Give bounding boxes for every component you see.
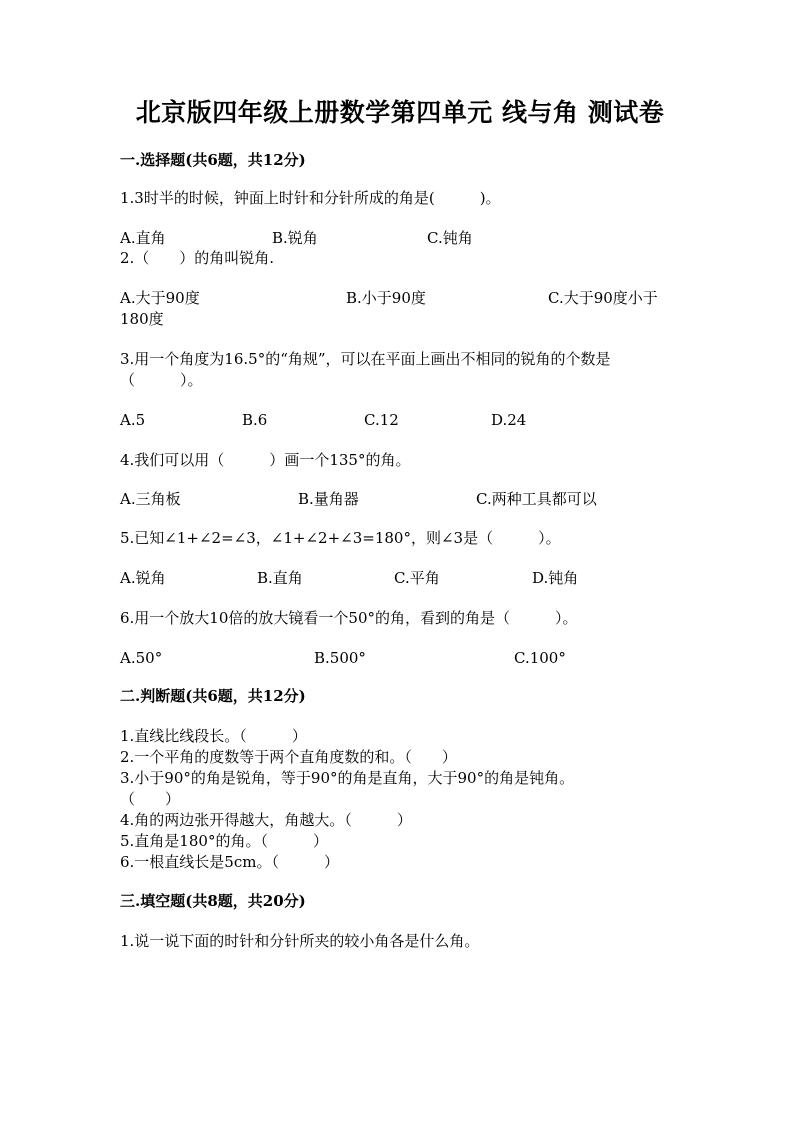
option-a: A.大于90度	[120, 289, 200, 307]
option-b: B.直角	[257, 569, 303, 587]
option-b: B.500°	[314, 649, 366, 667]
option-b: B.6	[242, 411, 268, 429]
question-stem-continuation: （ ）。	[120, 371, 203, 389]
option-b: B.小于90度	[346, 289, 426, 307]
question-stem: 2.（ ）的角叫锐角.	[120, 249, 275, 267]
option-d: D.钝角	[532, 569, 579, 587]
option-a: A.50°	[120, 649, 163, 667]
question-stem: 1.3时半的时候，钟面上时针和分针所成的角是( )。	[120, 189, 501, 207]
option-c-continuation: 180度	[120, 310, 164, 328]
page-title: 北京版四年级上册数学第四单元 线与角 测试卷	[135, 98, 665, 127]
option-b: B.量角器	[298, 490, 359, 508]
judgment-item: 1.直线比线段长。（ ）	[120, 727, 307, 745]
judgment-item: 5.直角是180°的角。（ ）	[120, 832, 328, 850]
option-a: A.5	[120, 411, 146, 429]
question-stem: 4.我们可以用（ ）画一个135°的角。	[120, 451, 411, 469]
section-heading-fill-blank: 三.填空题(共8题，共20分)	[120, 892, 306, 910]
option-a: A.锐角	[120, 569, 166, 587]
option-c: C.两种工具都可以	[476, 490, 597, 508]
option-a: A.三角板	[120, 490, 181, 508]
option-c: C.12	[364, 411, 399, 429]
question-stem: 3.用一个角度为16.5°的“角规”，可以在平面上画出不相同的锐角的个数是	[120, 350, 611, 368]
option-c: C.钝角	[427, 229, 473, 247]
section-heading-judgment: 二.判断题(共6题，共12分)	[120, 687, 306, 705]
option-c: C.平角	[394, 569, 440, 587]
option-d: D.24	[491, 411, 527, 429]
judgment-item: 3.小于90°的角是锐角，等于90°的角是直角，大于90°的角是钝角。	[120, 769, 575, 787]
judgment-item-continuation: （ ）	[120, 790, 181, 808]
judgment-item: 6.一根直线长是5cm。（ ）	[120, 853, 339, 871]
option-b: B.锐角	[272, 229, 318, 247]
question-stem: 1.说一说下面的时针和分针所夹的较小角各是什么角。	[120, 932, 480, 950]
option-c: C.100°	[514, 649, 566, 667]
judgment-item: 4.角的两边张开得越大，角越大。（ ）	[120, 811, 412, 829]
section-heading-choice: 一.选择题(共6题，共12分)	[120, 151, 306, 169]
option-a: A.直角	[120, 229, 166, 247]
option-c: C.大于90度小于	[548, 289, 658, 307]
question-stem: 5.已知∠1+∠2=∠3，∠1+∠2+∠3=180°，则∠3是（ ）。	[120, 529, 561, 547]
judgment-item: 2.一个平角的度数等于两个直角度数的和。（ ）	[120, 748, 457, 766]
question-stem: 6.用一个放大10倍的放大镜看一个50°的角，看到的角是（ ）。	[120, 609, 578, 627]
